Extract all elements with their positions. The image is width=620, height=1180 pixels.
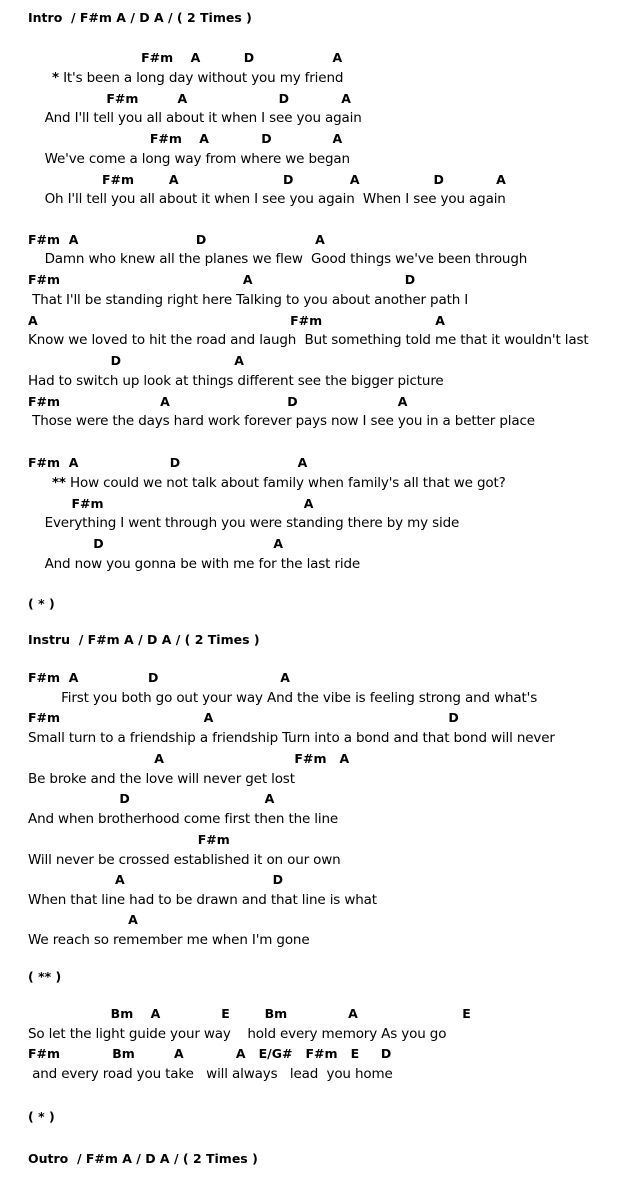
lyric-line: Small turn to a friendship a friendship Turn into a bond and that bond will never [28,730,555,746]
lyric-line: Everything I went through you were standing there by my side [28,515,460,531]
lyric-line [52,475,506,491]
section-intro: Intro / F#m A / D A / ( 2 Times ) [28,10,252,25]
lyric-line: Had to switch up look at things different see the bigger picture [28,373,444,389]
chord-line: A [28,912,138,927]
chord-line: F#m A D [28,710,459,725]
lyric-text: It's been a long day without you my friend [58,70,344,86]
lyric-line: We reach so remember me when I'm gone [28,932,310,948]
chord-line: F#m A [28,496,314,511]
lyric-line [52,70,343,86]
chord-line: F#m A D A D A [28,172,506,187]
lyric-line: Know we loved to hit the road and laugh But something told me that it wouldn't last [28,332,589,348]
section-outro: Outro / F#m A / D A / ( 2 Times ) [28,1151,258,1166]
lyric-line: We've come a long way from where we began [28,151,350,167]
chord-line: F#m Bm A A E/G# F#m E D [28,1046,392,1061]
lyric-line: Will never be crossed established it on our own [28,852,341,868]
chord-line: D A [28,353,244,368]
chord-line: A F#m A [28,313,445,328]
chord-line: A F#m A [28,751,350,766]
chord-line: F#m A D A [28,50,343,65]
lyric-line: That I'll be standing right here Talking to you about another path I [28,292,469,308]
lyric-line: and every road you take will always lead you home [28,1066,393,1082]
lyric-line: And now you gonna be with me for the last ride [28,556,361,572]
lyric-line: Those were the days hard work forever pays now I see you in a better place [28,413,535,429]
chord-line: F#m A D A [28,131,343,146]
chord-line: F#m A D [28,272,416,287]
chord-line: F#m A D A [28,91,351,106]
lyric-line: When that line had to be drawn and that line is what [28,892,377,908]
lyric-line: And I'll tell you all about it when I see you again [28,110,362,126]
chord-line: Bm A E Bm A E [28,1006,471,1021]
chord-line: F#m A D A [28,455,308,470]
chord-line: F#m A D A [28,394,408,409]
chorus-marker: ** [52,475,66,491]
section-repeat-chorus: ( * ) [28,596,55,611]
chord-line: D A [28,536,284,551]
chord-line: F#m [28,832,230,847]
chorus-marker: * [52,70,59,86]
lyric-line: First you both go out your way And the vibe is feeling strong and what's [28,690,538,706]
lyric-line: Damn who knew all the planes we flew Good things we've been through [28,251,528,267]
lyric-line: Be broke and the love will never get lost [28,771,295,787]
chord-line: A D [28,872,284,887]
lyric-line: Oh I'll tell you all about it when I see you again When I see you again [28,191,506,207]
lyric-line: And when brotherhood come first then the line [28,811,339,827]
lyric-text: How could we not talk about family when family's all that we got? [65,475,506,491]
chord-line: D A [28,791,275,806]
lyric-line: So let the light guide your way hold every memory As you go [28,1026,447,1042]
section-repeat-verse3: ( ** ) [28,969,62,984]
section-repeat-chorus: ( * ) [28,1109,55,1124]
chord-line: F#m A D A [28,232,325,247]
chord-line: F#m A D A [28,670,290,685]
section-instru: Instru / F#m A / D A / ( 2 Times ) [28,632,260,647]
